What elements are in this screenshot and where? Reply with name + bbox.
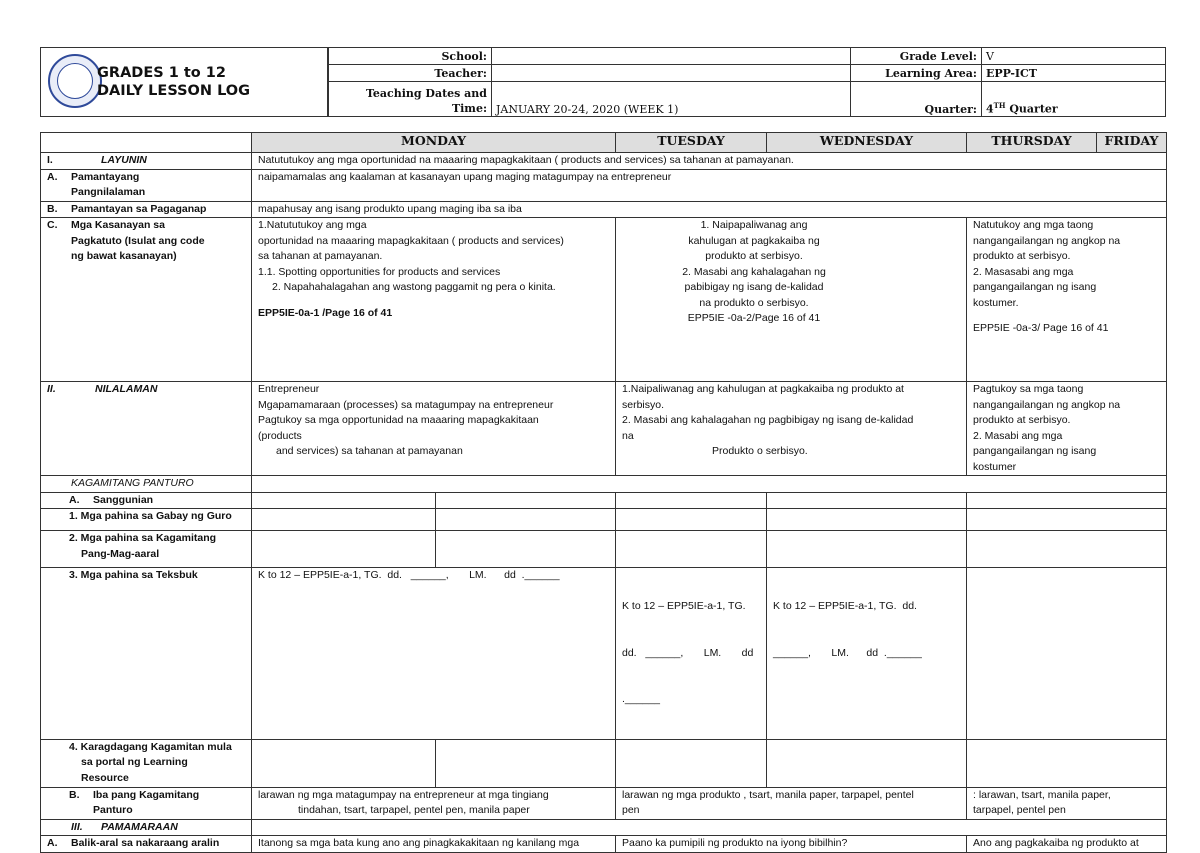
competency-code: EPP5IE -0a-3/ Page 16 of 41 bbox=[973, 322, 1109, 334]
text-line: larawan ng mga matagumpay na entrepreneur at mga tingiang bbox=[258, 788, 549, 801]
cell-monday bbox=[252, 509, 436, 531]
layunin-label bbox=[41, 153, 252, 170]
pamantayang-label-line1: Pamantayang bbox=[71, 170, 140, 183]
section-number: II. bbox=[47, 383, 56, 395]
quarter-value[interactable] bbox=[982, 82, 1166, 117]
day-header-thursday bbox=[967, 133, 1097, 153]
cell-wednesday bbox=[616, 739, 767, 787]
sanggunian-title: Sanggunian bbox=[93, 493, 154, 506]
teksbuk-label: 3. Mga pahina sa Teksbuk bbox=[41, 568, 252, 740]
balik-aral-monday: Itanong sa mga bata kung ano ang pinagkakakitaan ng kanilang mga bbox=[252, 836, 616, 853]
kasanayan-label-line3: ng bawat kasanayan) bbox=[71, 250, 177, 262]
kasanayan-friday bbox=[967, 218, 1167, 382]
text-line: 1.1. Spotting opportunities for products and services bbox=[258, 265, 501, 278]
teacher-label: Teacher: bbox=[329, 65, 492, 82]
item-letter: B. bbox=[47, 202, 58, 215]
cell-thursday bbox=[767, 492, 967, 509]
text-line: produkto at serbisyo. bbox=[973, 250, 1071, 262]
balik-aral-friday: Ano ang pagkakaiba ng produkto at bbox=[967, 836, 1167, 853]
cell-wednesday bbox=[616, 531, 767, 568]
cell-wednesday bbox=[616, 492, 767, 509]
balik-aral-title: Balik-aral sa nakaraang aralin bbox=[71, 837, 220, 849]
text-line: Pagtukoy sa mga opportunidad na maaaring mapagkakitaan bbox=[258, 414, 539, 426]
kasanayan-wednesday bbox=[616, 218, 967, 382]
school-label: School: bbox=[329, 48, 492, 65]
kasanayan-label-line2: Pagkatuto (Isulat ang code bbox=[71, 234, 205, 247]
text-line: Natutukoy ang mga taong bbox=[973, 219, 1094, 231]
title-line2: DAILY LESSON LOG bbox=[97, 83, 251, 99]
text-line: tindahan, tsart, tarpapel, pentel pen, manila paper bbox=[298, 804, 530, 816]
label-line1: Iba pang Kagamitang bbox=[93, 788, 200, 801]
cell-friday bbox=[967, 531, 1167, 568]
nilalaman-monday bbox=[252, 382, 616, 476]
blank-header-cell bbox=[41, 133, 252, 153]
school-value[interactable] bbox=[492, 48, 851, 65]
text-line: pabibigay ng isang de-kalidad bbox=[684, 281, 824, 293]
pagaganap-label bbox=[41, 201, 252, 218]
label-line2: Pang-Mag-aaral bbox=[81, 547, 160, 560]
text-line: tarpapel, pentel pen bbox=[973, 804, 1066, 816]
text-line: na bbox=[622, 429, 634, 442]
layunin-text: Natututukoy ang mga oportunidad na maaaring mapagkakitaan ( products and services) sa tahanan at pamayanan. bbox=[252, 153, 1167, 170]
item-letter: B. bbox=[69, 788, 80, 801]
day-header-monday bbox=[252, 133, 616, 153]
info-table bbox=[328, 47, 1166, 117]
cell-friday bbox=[967, 509, 1167, 531]
pamamaraan-empty bbox=[252, 819, 1167, 836]
pamantayang-label bbox=[41, 169, 252, 201]
section-number: I. bbox=[47, 154, 53, 166]
karagdagang-label bbox=[41, 739, 252, 787]
iba-pang-monday bbox=[252, 787, 616, 819]
nilalaman-title: NILALAMAN bbox=[95, 383, 158, 395]
text-line: 2. Masabi ang kahalagahan ng bbox=[682, 265, 826, 278]
text-line: 2. Masabi ang kahalagahan ng pagbibigay ng isang de-kalidad bbox=[622, 414, 914, 426]
table-row bbox=[41, 492, 1167, 509]
table-row bbox=[41, 218, 1167, 382]
grade-level-label: Grade Level: bbox=[851, 48, 982, 65]
table-row bbox=[41, 739, 1167, 787]
text-line: pen bbox=[622, 804, 640, 816]
day-header-tuesday bbox=[616, 133, 767, 153]
quarter-number: 4 bbox=[986, 103, 994, 116]
text-line: : larawan, tsart, manila paper, bbox=[973, 788, 1111, 801]
cell-tuesday bbox=[436, 509, 616, 531]
kasanayan-label bbox=[41, 218, 252, 382]
text-line: 2. Masasabi ang mga bbox=[973, 265, 1074, 278]
text-line: nangangailangan ng angkop na bbox=[973, 398, 1121, 411]
label-line1: 4. Karagdagang Kagamitan mula bbox=[69, 740, 232, 753]
table-row bbox=[41, 153, 1167, 170]
learning-area-label: Learning Area: bbox=[851, 65, 982, 82]
label-line1: 2. Mga pahina sa Kagamitang bbox=[69, 532, 217, 544]
title-line1: GRADES 1 to 12 bbox=[97, 65, 226, 81]
text-line: produkto at serbisyo. bbox=[705, 250, 803, 262]
text-line: 2. Napahahalagahan ang wastong paggamit ng pera o kinita. bbox=[272, 281, 556, 293]
kasanayan-label-line1: Mga Kasanayan sa bbox=[71, 219, 165, 231]
quarter-word: Quarter bbox=[1009, 103, 1058, 116]
monday-label: MONDAY bbox=[401, 133, 466, 148]
document-title bbox=[97, 64, 250, 100]
cell-friday bbox=[967, 739, 1167, 787]
cell-thursday bbox=[767, 739, 967, 787]
day-header-row bbox=[41, 133, 1167, 153]
text-line: pangangailangan ng isang bbox=[973, 445, 1097, 457]
text-line: kostumer. bbox=[973, 296, 1019, 309]
text-line: and services) sa tahanan at pamayanan bbox=[276, 445, 463, 457]
cell-tuesday bbox=[436, 739, 616, 787]
text-line: ______, LM. dd .______ bbox=[773, 646, 922, 659]
kagamitan-label: KAGAMITANG PANTURO bbox=[41, 476, 252, 493]
section-number: III. bbox=[71, 820, 83, 833]
cell-monday bbox=[252, 531, 436, 568]
item-letter: A. bbox=[47, 170, 58, 183]
label-line2: Panturo bbox=[93, 804, 133, 816]
cell-tuesday bbox=[436, 531, 616, 568]
teksbuk-wednesday bbox=[616, 568, 767, 740]
text-line: 1.Naipaliwanag ang kahulugan at pagkakaiba ng produkto at bbox=[622, 383, 904, 395]
quarter-label: Quarter: bbox=[851, 82, 982, 117]
learning-area-value[interactable]: EPP-ICT bbox=[982, 65, 1166, 82]
grade-level-value[interactable]: V bbox=[982, 48, 1166, 65]
friday-label: FRIDAY bbox=[1104, 133, 1159, 148]
pagaganap-title: Pamantayan sa Pagaganap bbox=[71, 202, 207, 215]
text-line: K to 12 – EPP5IE-a-1, TG. dd. bbox=[773, 600, 917, 612]
cell-tuesday bbox=[436, 492, 616, 509]
text-line: oportunidad na maaaring mapagkakitaan ( products and services) bbox=[258, 234, 564, 247]
day-header-wednesday bbox=[767, 133, 967, 153]
text-line: Entrepreneur bbox=[258, 383, 320, 395]
table-row bbox=[41, 531, 1167, 568]
header-title-box bbox=[40, 47, 328, 117]
day-header-friday bbox=[1097, 133, 1167, 153]
table-row bbox=[41, 787, 1167, 819]
text-line: serbisyo. bbox=[622, 398, 665, 411]
text-line: Produkto o serbisyo. bbox=[712, 445, 808, 457]
balik-aral-wednesday: Paano ka pumipili ng produkto na iyong bibilhin? bbox=[616, 836, 967, 853]
text-line: .______ bbox=[622, 693, 660, 705]
text-line: kahulugan at pagkakaiba ng bbox=[688, 234, 820, 247]
competency-code: EPP5IE -0a-2/Page 16 of 41 bbox=[687, 312, 821, 324]
table-row bbox=[41, 382, 1167, 476]
gabay-label: 1. Mga pahina sa Gabay ng Guro bbox=[41, 509, 252, 531]
text-line: produkto at serbisyo. bbox=[973, 414, 1071, 426]
teaching-dates-label bbox=[329, 82, 492, 117]
table-row bbox=[41, 819, 1167, 836]
text-line: Pagtukoy sa mga taong bbox=[973, 383, 1084, 395]
dates-label-line1: Teaching Dates and bbox=[365, 87, 487, 100]
text-line: kostumer bbox=[973, 460, 1017, 473]
table-row bbox=[41, 201, 1167, 218]
pamantayang-text: naipamamalas ang kaalaman at kasanayan upang maging matagumpay na entrepreneur bbox=[252, 169, 1167, 201]
cell-thursday bbox=[767, 509, 967, 531]
cell-thursday bbox=[767, 531, 967, 568]
dates-label-line2: Time: bbox=[451, 102, 487, 115]
text-line: sa tahanan at pamayanan. bbox=[258, 250, 383, 262]
lesson-log-table bbox=[40, 132, 1167, 853]
pagaganap-text: mapahusay ang isang produkto upang maging iba sa iba bbox=[252, 201, 1167, 218]
text-line: dd. ______, LM. dd bbox=[622, 646, 754, 659]
quarter-suffix: TH bbox=[993, 101, 1006, 111]
nilalaman-label bbox=[41, 382, 252, 476]
iba-pang-label bbox=[41, 787, 252, 819]
cell-wednesday bbox=[616, 509, 767, 531]
cell-monday bbox=[252, 492, 436, 509]
cell-friday bbox=[967, 568, 1167, 740]
nilalaman-friday bbox=[967, 382, 1167, 476]
teaching-dates-value[interactable]: JANUARY 20-24, 2020 (WEEK 1) bbox=[492, 82, 851, 117]
kagamitang-pang-label bbox=[41, 531, 252, 568]
table-row bbox=[41, 476, 1167, 493]
item-letter: A. bbox=[47, 837, 58, 849]
text-line: larawan ng mga produkto , tsart, manila paper, tarpapel, pentel bbox=[622, 788, 914, 801]
pamamaraan-label bbox=[41, 819, 252, 836]
table-row bbox=[41, 169, 1167, 201]
iba-pang-wednesday bbox=[616, 787, 967, 819]
thursday-label: THURSDAY bbox=[991, 133, 1072, 148]
text-line: Mgapamamaraan (processes) sa matagumpay na entrepreneur bbox=[258, 398, 554, 411]
text-line: K to 12 – EPP5IE-a-1, TG. bbox=[622, 600, 746, 612]
text-line: pangangailangan ng isang bbox=[973, 281, 1097, 293]
text-line: nangangailangan ng angkop na bbox=[973, 234, 1121, 247]
cell-friday bbox=[967, 492, 1167, 509]
balik-aral-label bbox=[41, 836, 252, 853]
kagamitan-empty bbox=[252, 476, 1167, 493]
cell-monday bbox=[252, 739, 436, 787]
wednesday-label: WEDNESDAY bbox=[819, 133, 914, 148]
table-row bbox=[41, 509, 1167, 531]
text-line: 1. Naipapaliwanag ang bbox=[700, 219, 808, 231]
teksbuk-thursday bbox=[767, 568, 967, 740]
kasanayan-monday bbox=[252, 218, 616, 382]
tuesday-label: TUESDAY bbox=[657, 133, 725, 148]
nilalaman-wednesday bbox=[616, 382, 967, 476]
text-line: na produkto o serbisyo. bbox=[699, 296, 809, 309]
pamantayang-label-line2: Pangnilalaman bbox=[71, 186, 146, 198]
sanggunian-label bbox=[41, 492, 252, 509]
competency-code: EPP5IE-0a-1 /Page 16 of 41 bbox=[258, 306, 393, 319]
table-row bbox=[41, 836, 1167, 853]
text-line: 1.Natututukoy ang mga bbox=[258, 219, 367, 231]
pamamaraan-title: PAMAMARAAN bbox=[101, 820, 178, 833]
teacher-value[interactable] bbox=[492, 65, 851, 82]
deped-seal-icon bbox=[48, 54, 102, 108]
table-row bbox=[41, 568, 1167, 740]
label-line2: sa portal ng Learning bbox=[81, 756, 188, 768]
teksbuk-monday: K to 12 – EPP5IE-a-1, TG. dd. ______, LM. dd .______ bbox=[252, 568, 616, 740]
item-letter: C. bbox=[47, 219, 58, 231]
iba-pang-friday bbox=[967, 787, 1167, 819]
layunin-title: LAYUNIN bbox=[101, 154, 147, 166]
text-line: (products bbox=[258, 429, 302, 442]
item-letter: A. bbox=[69, 493, 80, 506]
text-line: 2. Masabi ang mga bbox=[973, 429, 1063, 442]
label-line3: Resource bbox=[81, 771, 129, 784]
